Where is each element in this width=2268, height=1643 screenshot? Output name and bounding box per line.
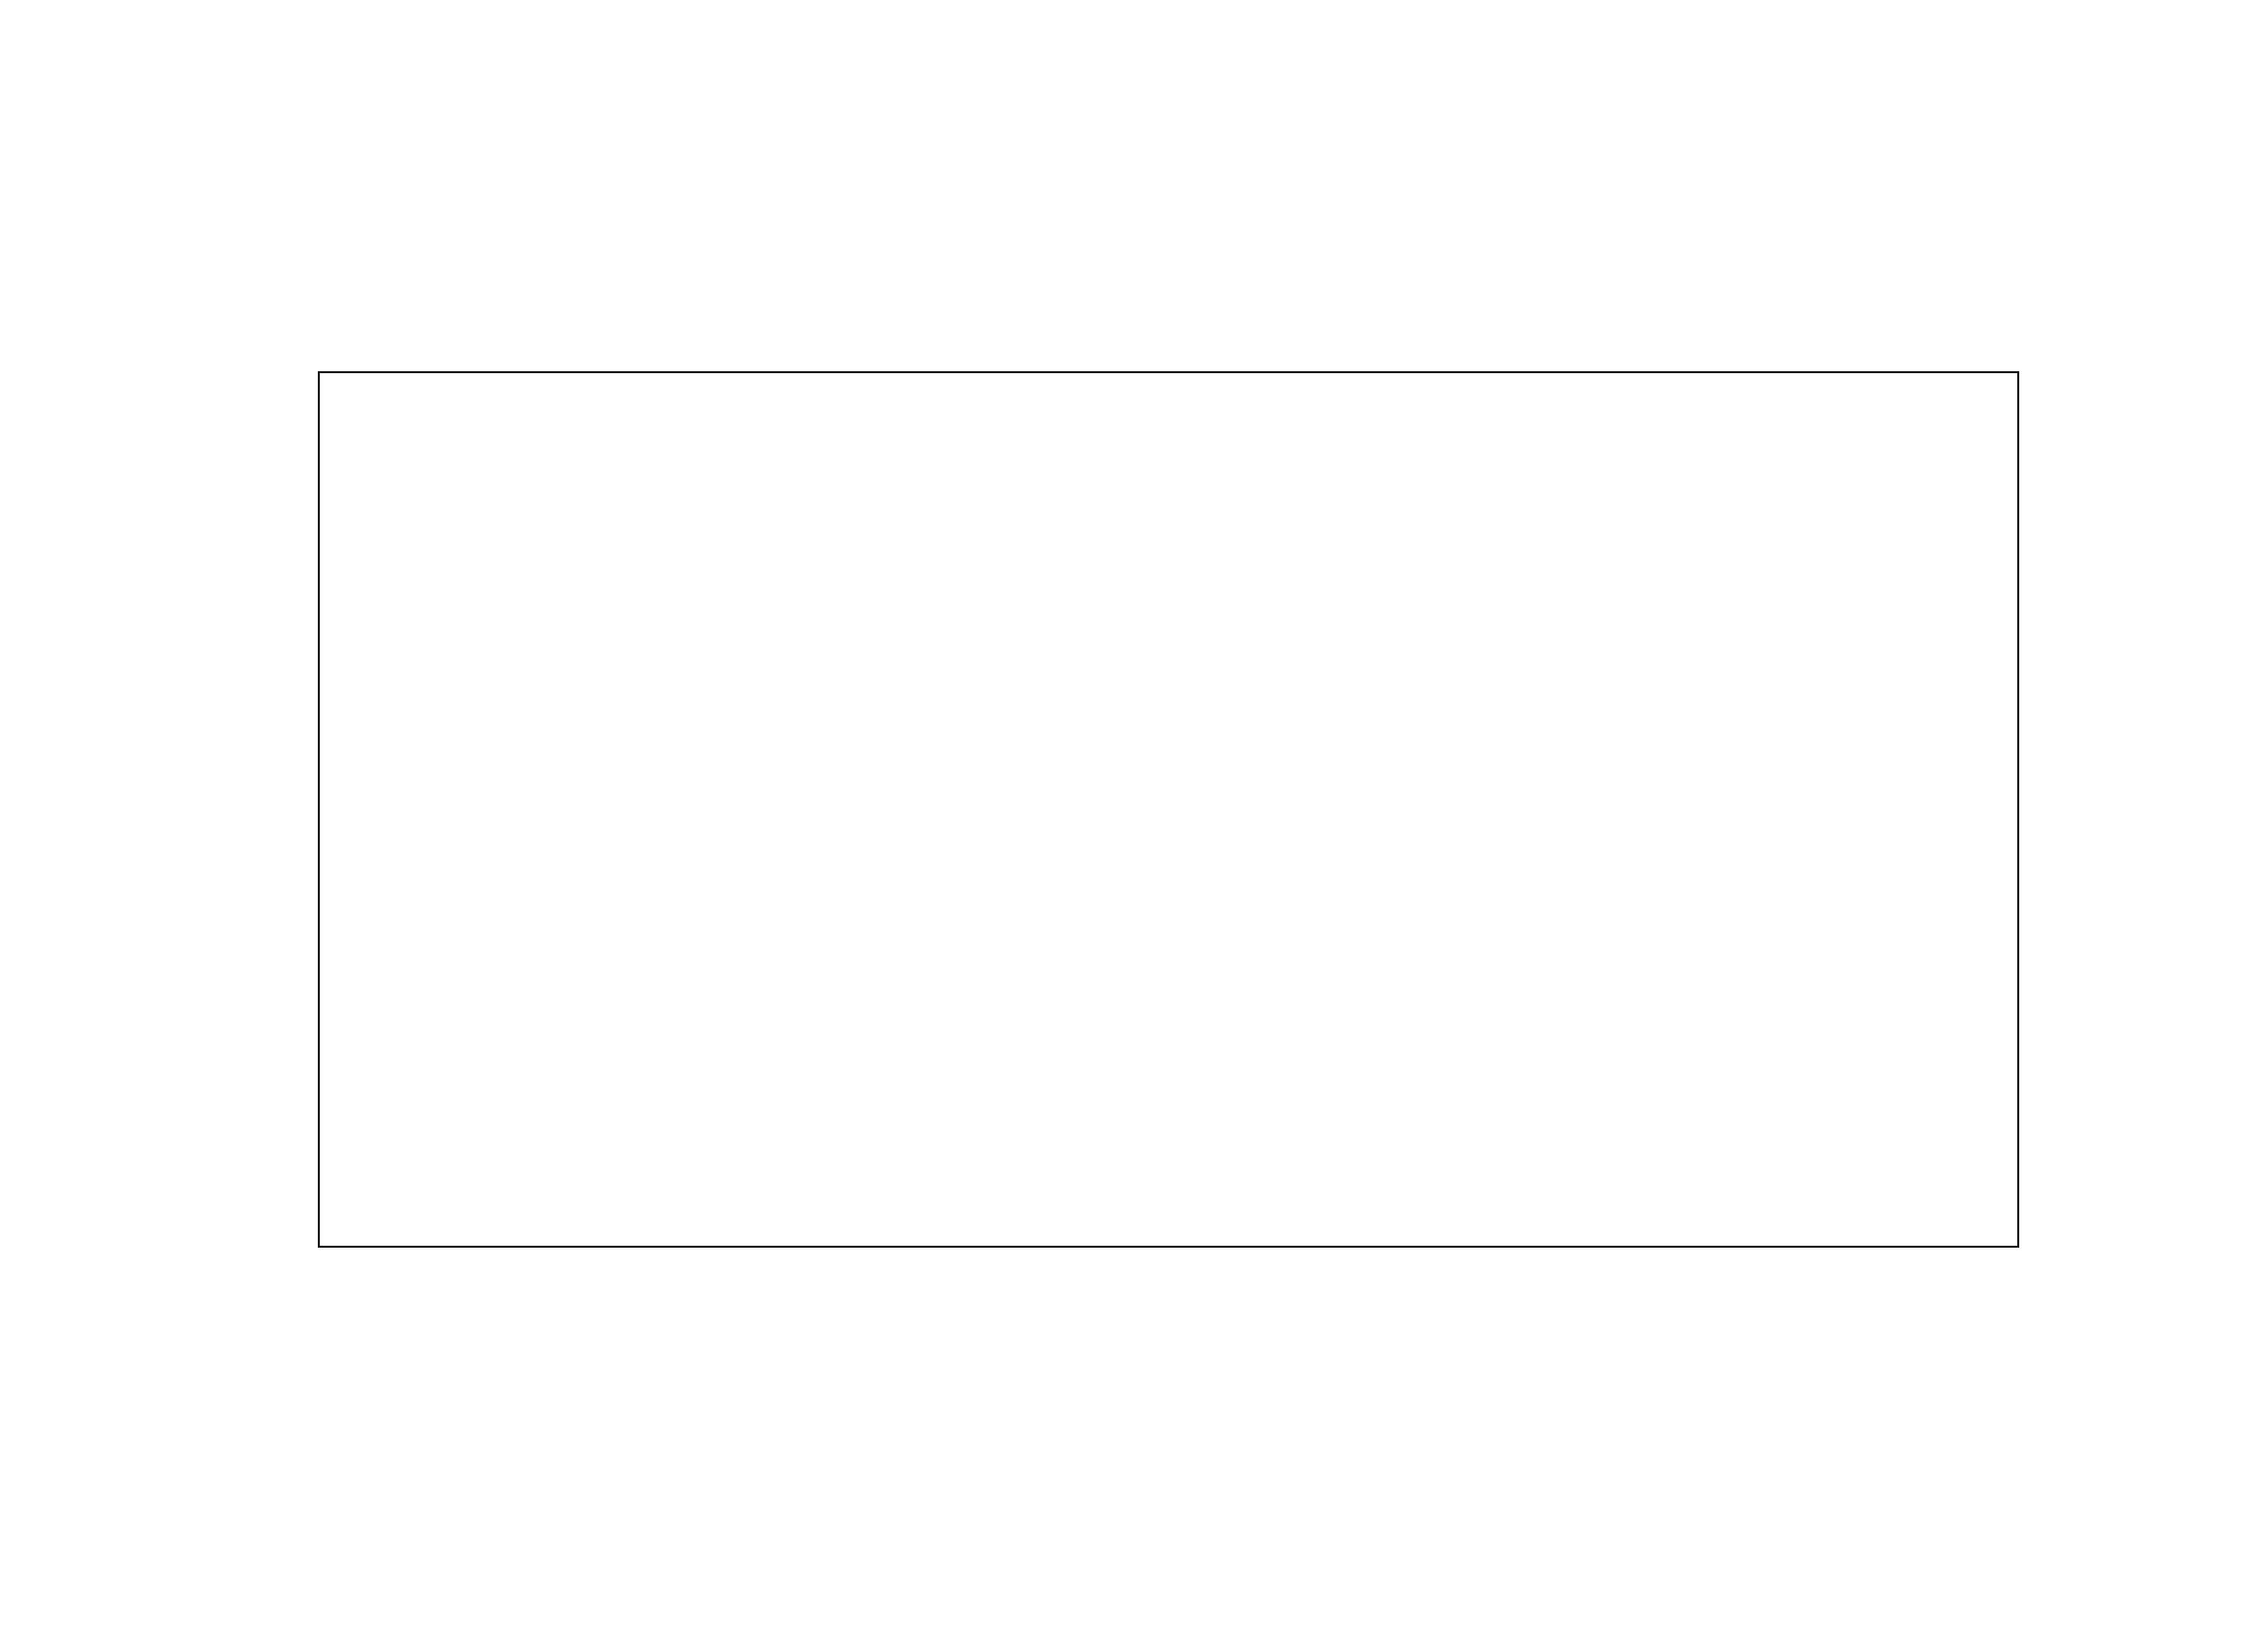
spec-table (318, 371, 2019, 1248)
